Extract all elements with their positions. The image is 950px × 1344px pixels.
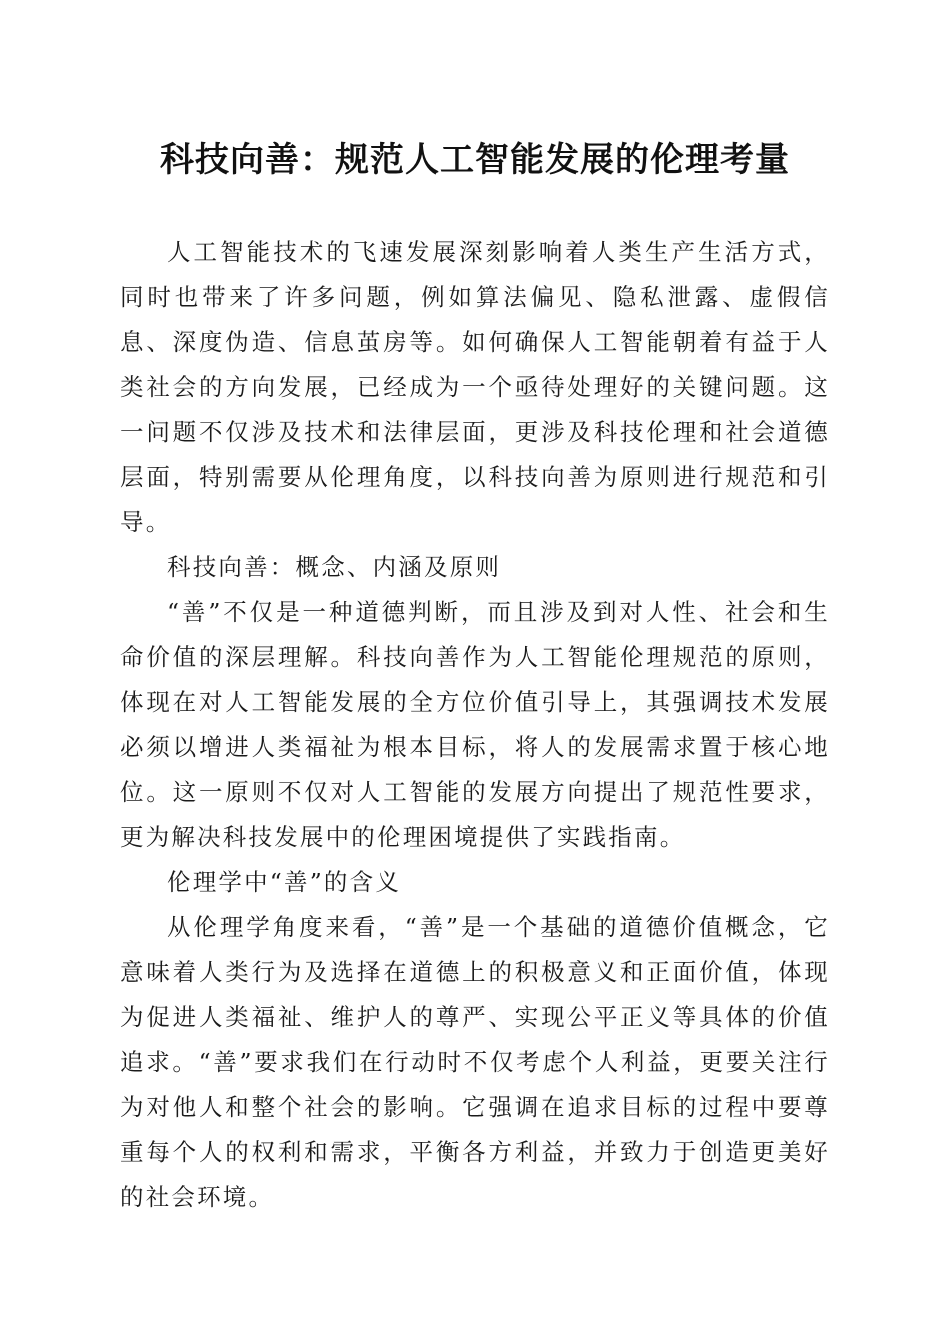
paragraph: 人工智能技术的飞速发展深刻影响着人类生产生活方式，同时也带来了许多问题，例如算法偏见、隐私泄露、虚假信息、深度伪造、信息茧房等。如何确保人工智能朝着有益于人类社会的方向发展，已经成为一个亟待处理好的关键问题。这一问题不仅涉及技术和法律层面，更涉及科技伦理和社会道德层面，特别需要从伦理角度，以科技向善为原则进行规范和引导。 bbox=[120, 238, 830, 536]
section-heading: 科技向善：概念、内涵及原则 bbox=[167, 553, 502, 581]
document-body bbox=[120, 230, 830, 1220]
document-title: 科技向善：规范人工智能发展的伦理考量 bbox=[160, 140, 790, 180]
paragraph: 从伦理学角度来看，“善”是一个基础的道德价值概念，它意味着人类行为及选择在道德上的积极意义和正面价值，体现为促进人类福祉、维护人的尊严、实现公平正义等具体的价值追求。“善”要求我们在行动时不仅考虑个人利益，更要关注行为对他人和整个社会的影响。它强调在追求目标的过程中要尊重每个人的权利和需求，平衡各方利益，并致力于创造更美好的社会环境。 bbox=[120, 913, 830, 1211]
section-heading: 伦理学中“善”的含义 bbox=[167, 868, 402, 896]
paragraph: “善”不仅是一种道德判断，而且涉及到对人性、社会和生命价值的深层理解。科技向善作为人工智能伦理规范的原则，体现在对人工智能发展的全方位价值引导上，其强调技术发展必须以增进人类福祉为根本目标，将人的发展需求置于核心地位。这一原则不仅对人工智能的发展方向提出了规范性要求，更为解决科技发展中的伦理困境提供了实践指南。 bbox=[120, 598, 830, 851]
